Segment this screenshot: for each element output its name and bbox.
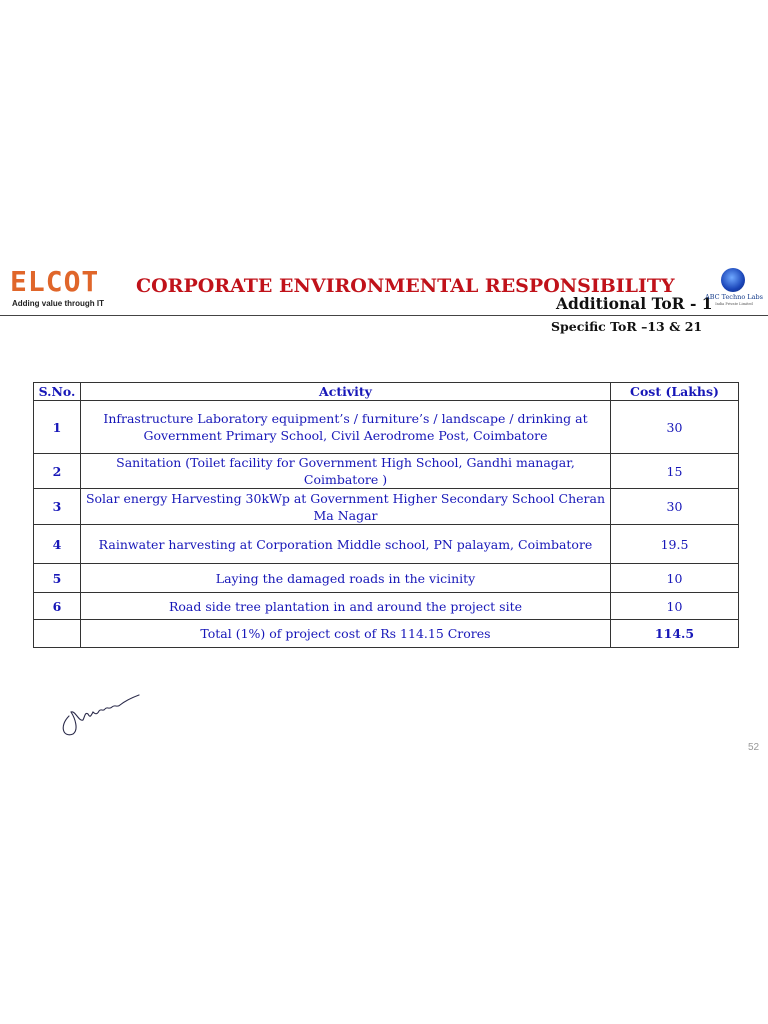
page-number: 52 [748, 742, 760, 753]
row-sno: 3 [34, 489, 81, 525]
elcot-tagline: Adding value through IT [12, 299, 104, 308]
header-activity: Activity [81, 383, 611, 401]
cer-table [33, 382, 739, 648]
row-sno: 1 [34, 401, 81, 454]
table-row [34, 401, 739, 454]
row-sno: 5 [34, 564, 81, 593]
row-cost: 19.5 [611, 525, 739, 564]
row-cost: 30 [611, 401, 739, 454]
total-activity: Total (1%) of project cost of Rs 114.15 Crores [81, 620, 611, 648]
row-sno: 6 [34, 593, 81, 620]
row-activity: Rainwater harvesting at Corporation Middle school, PN palayam, Coimbatore [81, 525, 611, 564]
specific-tor-label: Specific ToR –13 & 21 [551, 319, 703, 334]
elcot-logo-text: ELCOT [10, 265, 100, 298]
row-activity: Road side tree plantation in and around the project site [81, 593, 611, 620]
handwritten-signature [55, 682, 145, 742]
table-total-row [34, 620, 739, 648]
row-cost: 10 [611, 593, 739, 620]
row-sno: 4 [34, 525, 81, 564]
row-activity: Infrastructure Laboratory equipment’s / furniture’s / landscape / drinking at Government Primary School, Civil Aerodrome Post, Coimbatore [81, 401, 611, 454]
abc-logo-sub: India Private Limited [715, 302, 753, 306]
row-cost: 10 [611, 564, 739, 593]
row-activity: Solar energy Harvesting 30kWp at Government Higher Secondary School Cheran Ma Nagar [81, 489, 611, 525]
table-row [34, 525, 739, 564]
row-activity: Sanitation (Toilet facility for Government High School, Gandhi managar, Coimbatore ) [81, 454, 611, 489]
row-sno: 2 [34, 454, 81, 489]
total-cost: 114.5 [611, 620, 739, 648]
page-subtitle: Additional ToR - 1 [556, 294, 713, 313]
row-cost: 30 [611, 489, 739, 525]
abc-logo-name: ABC Techno Labs [705, 293, 763, 301]
table-header-row [34, 383, 739, 401]
slide [0, 250, 768, 770]
page-title: CORPORATE ENVIRONMENTAL RESPONSIBILITY [136, 275, 675, 297]
row-cost: 15 [611, 454, 739, 489]
row-activity: Laying the damaged roads in the vicinity [81, 564, 611, 593]
header-sno: S.No. [34, 383, 81, 401]
elcot-logo [10, 266, 120, 312]
table-row [34, 489, 739, 525]
total-sno [34, 620, 81, 648]
table-row [34, 564, 739, 593]
abc-techno-labs-logo [703, 268, 765, 316]
table-row [34, 454, 739, 489]
header-divider [0, 315, 768, 316]
table-row [34, 593, 739, 620]
globe-icon [721, 268, 745, 292]
header-cost: Cost (Lakhs) [611, 383, 739, 401]
